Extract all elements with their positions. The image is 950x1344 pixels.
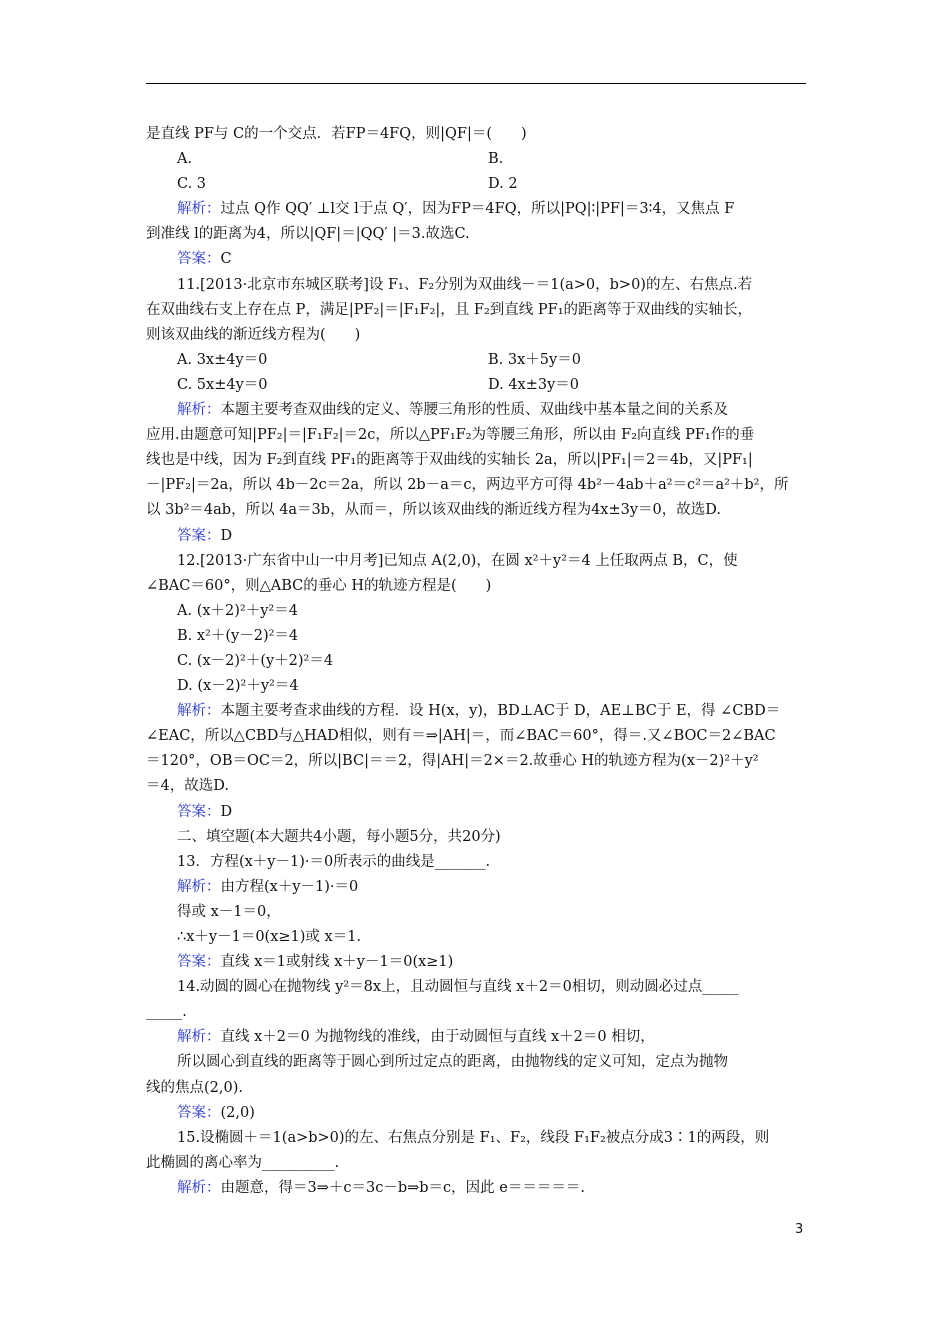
text-line — [146, 925, 808, 950]
text-line — [146, 624, 808, 649]
header-rule — [146, 83, 806, 84]
line-text: 直线 x＝1或射线 x＋y－1＝0(x≥1) — [220, 954, 454, 971]
text-line — [146, 649, 808, 674]
text-line — [146, 975, 808, 1000]
text-line — [146, 800, 808, 825]
text-line — [146, 549, 808, 574]
answer-label: 解析： — [177, 201, 221, 218]
text-line — [146, 724, 808, 749]
line-text: 二、填空题(本大题共4小题，每小题5分，共20分) — [177, 828, 501, 845]
line-text: ＝4，故选D. — [146, 778, 229, 795]
answer-label: 答案： — [177, 527, 221, 544]
text-line — [146, 122, 808, 147]
text-line — [146, 323, 808, 348]
line-text: _____. — [146, 1004, 187, 1021]
line-text: ∠EAC，所以△CBD与△HAD相似，则有＝⇒|AH|＝，而∠BAC＝60°，得＝.又∠BOC＝2∠BAC — [146, 728, 776, 745]
line-text: 到准线 l的距离为4，所以|QF|＝|QQ′ |＝3.故选C. — [146, 226, 470, 243]
line-text: 此椭圆的离心率为__________. — [146, 1154, 340, 1171]
option-right: B. — [488, 151, 504, 168]
text-line — [146, 699, 808, 724]
option-row — [146, 147, 808, 172]
line-text: D. (x－2)²＋y²＝4 — [177, 678, 299, 695]
line-text: (2,0) — [220, 1104, 255, 1121]
text-line — [146, 599, 808, 624]
text-line — [146, 950, 808, 975]
option-row — [146, 172, 808, 197]
text-line — [146, 398, 808, 423]
line-text: D — [220, 803, 233, 820]
option-right: D. 4x±3y＝0 — [488, 376, 580, 393]
text-line — [146, 273, 808, 298]
text-line — [146, 749, 808, 774]
line-text: 15.设椭圆＋＝1(a>b>0)的左、右焦点分别是 F₁、F₂，线段 F₁F₂被点分成3∶1的两段，则 — [177, 1129, 770, 1146]
line-text: ∴x＋y－1＝0(x≥1)或 x＝1. — [177, 929, 362, 945]
answer-label: 答案： — [177, 954, 221, 971]
option-left: A. — [177, 151, 193, 168]
text-line — [146, 197, 808, 222]
line-text: ∠BAC＝60°，则△ABC的垂心 H的轨迹方程是( ) — [146, 577, 492, 594]
text-line — [146, 1076, 808, 1101]
line-text: 直线 x＋2＝0 为抛物线的准线，由于动圆恒与直线 x＋2＝0 相切， — [220, 1029, 655, 1046]
text-line — [146, 900, 808, 925]
option-row — [146, 373, 808, 398]
line-text: A. (x＋2)²＋y²＝4 — [177, 602, 298, 619]
text-line — [146, 850, 808, 875]
option-row — [146, 348, 808, 373]
text-line — [146, 574, 808, 599]
line-text: 线的焦点(2,0). — [146, 1079, 243, 1096]
line-text: 12.[2013·广东省中山一中月考]已知点 A(2,0)，在圆 x²＋y²＝4 上任取两点 B，C，使 — [177, 552, 738, 569]
page-number: 3 — [795, 1222, 804, 1237]
text-line — [146, 524, 808, 549]
text-line — [146, 1151, 808, 1176]
line-text: ＝120°，OB＝OC＝2，所以|BC|＝＝2，得|AH|＝2×＝2.故垂心 H的轨迹方程为(x－2)²＋y² — [146, 753, 759, 770]
text-line — [146, 298, 808, 323]
option-left: C. 5x±4y＝0 — [177, 376, 268, 393]
option-left: A. 3x±4y＝0 — [177, 351, 268, 368]
answer-label: 答案： — [177, 251, 221, 268]
line-text: 线也是中线，因为 F₂到直线 PF₁的距离等于双曲线的实轴长 2a，所以|PF₁|＝2＝4b，又|PF₁| — [146, 452, 753, 469]
text-line — [146, 448, 808, 473]
text-line — [146, 1176, 808, 1201]
answer-label: 解析： — [177, 703, 221, 720]
option-right: D. 2 — [488, 176, 518, 193]
text-line — [146, 825, 808, 850]
line-text: 应用.由题意可知|PF₂|＝|F₁F₂|＝2c，所以△PF₁F₂为等腰三角形，所以由 F₂向直线 PF₁作的垂 — [146, 427, 755, 444]
option-right: B. 3x＋5y＝0 — [488, 351, 581, 368]
text-line — [146, 1126, 808, 1151]
line-text: 13．方程(x＋y－1)·＝0所表示的曲线是_______. — [177, 853, 491, 870]
text-line — [146, 423, 808, 448]
line-text: 所以圆心到直线的距离等于圆心到所过定点的距离，由抛物线的定义可知，定点为抛物 — [177, 1054, 728, 1071]
text-line — [146, 247, 808, 272]
line-text: 是直线 PF与 C的一个交点．若FP＝4FQ，则|QF|＝( ) — [146, 126, 527, 142]
line-text: 在双曲线右支上存在点 P，满足|PF₂|＝|F₁F₂|，且 F₂到直线 PF₁的距离等于双曲线的实轴长， — [146, 301, 753, 318]
text-line — [146, 1025, 808, 1050]
document-body — [146, 122, 808, 1201]
line-text: D — [220, 527, 233, 544]
text-line — [146, 498, 808, 523]
line-text: 以 3b²＝4ab，所以 4a＝3b，从而＝，所以该双曲线的渐近线方程为4x±3y＝0，故选D. — [146, 502, 721, 519]
answer-label: 解析： — [177, 878, 221, 895]
line-text: 由题意，得＝3⇒＋c＝3c－b⇒b＝c，因此 e＝＝＝＝＝. — [220, 1179, 585, 1196]
line-text: 由方程(x＋y－1)·＝0 — [220, 878, 359, 895]
text-line — [146, 875, 808, 900]
line-text: 本题主要考查求曲线的方程．设 H(x，y)，BD⊥AC于 D，AE⊥BC于 E，得 ∠CBD＝ — [220, 703, 781, 720]
line-text: 过点 Q作 QQ′ ⊥l交 l于点 Q′，因为FP＝4FQ，所以|PQ|∶|PF|＝3∶4，又焦点 F — [220, 201, 735, 218]
text-line — [146, 774, 808, 799]
answer-label: 答案： — [177, 803, 221, 820]
line-text: －|PF₂|＝2a，所以 4b－2c＝2a，所以 2b－a＝c，两边平方可得 4b²－4ab＋a²＝c²＝a²＋b²，所 — [146, 477, 789, 494]
line-text: C — [220, 251, 232, 268]
line-text: 本题主要考查双曲线的定义、等腰三角形的性质、双曲线中基本量之间的关系及 — [220, 402, 728, 419]
line-text: 11.[2013·北京市东城区联考]设 F₁、F₂分别为双曲线－＝1(a>0，b>0)的左、右焦点.若 — [177, 276, 753, 293]
line-text: 得或 x－1＝0， — [177, 903, 281, 920]
text-line — [146, 222, 808, 247]
line-text: B. x²＋(y－2)²＝4 — [177, 627, 299, 644]
answer-label: 答案： — [177, 1104, 221, 1121]
line-text: 14.动圆的圆心在抛物线 y²＝8x上，且动圆恒与直线 x＋2＝0相切，则动圆必过点_____ — [177, 979, 739, 996]
line-text: 则该双曲线的渐近线方程为( ) — [146, 326, 361, 343]
text-line — [146, 1101, 808, 1126]
text-line — [146, 1050, 808, 1075]
answer-label: 解析： — [177, 1179, 221, 1196]
answer-label: 解析： — [177, 402, 221, 419]
text-line — [146, 1000, 808, 1025]
text-line — [146, 473, 808, 498]
answer-label: 解析： — [177, 1029, 221, 1046]
option-left: C. 3 — [177, 176, 207, 193]
line-text: C. (x－2)²＋(y＋2)²＝4 — [177, 652, 334, 669]
text-line — [146, 674, 808, 699]
